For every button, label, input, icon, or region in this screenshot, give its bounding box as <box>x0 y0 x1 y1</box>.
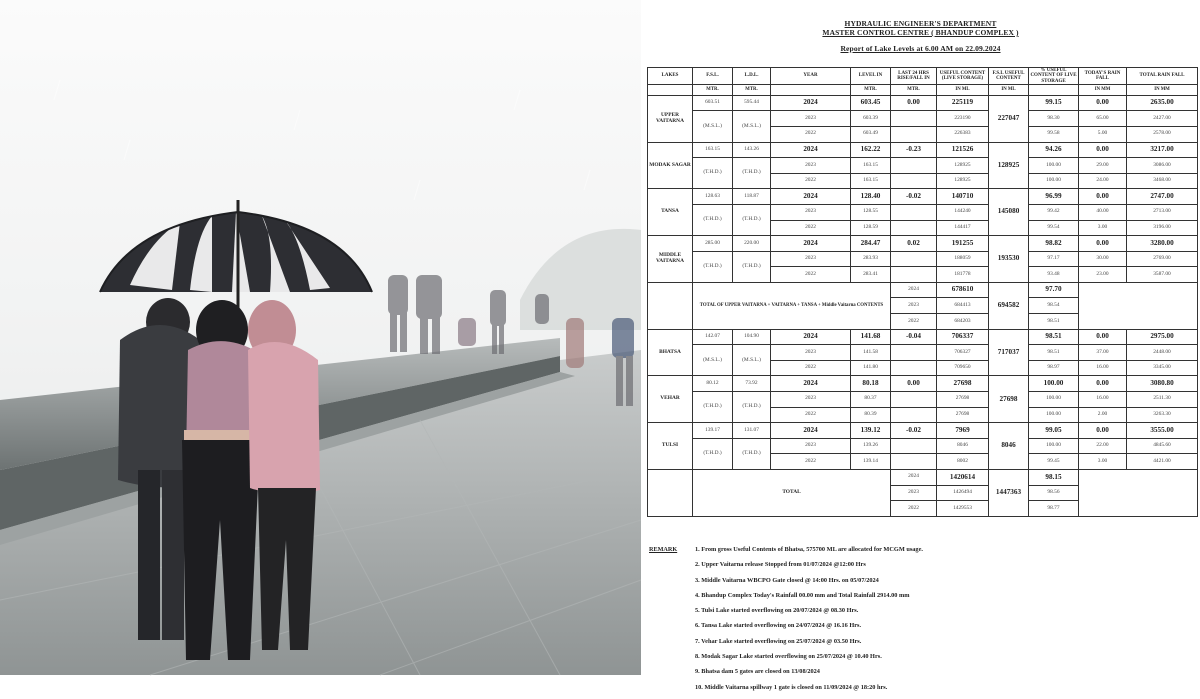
useful-content-cell: 144240 <box>937 204 989 220</box>
subtotal-percent: 98.51 <box>1029 314 1079 330</box>
column-header-useful: USEFUL CONTENT (LIVE STORAGE) <box>937 68 989 85</box>
total-blank <box>648 470 693 517</box>
fsl-useful-cell: 8046 <box>989 423 1029 470</box>
ldl-datum: (T.H.D.) <box>733 204 771 235</box>
ldl-value: 143.26 <box>733 142 771 158</box>
rise-fall-empty <box>891 204 937 220</box>
ldl-datum: (M.S.L.) <box>733 111 771 142</box>
units-cell-total-rain: IN MM <box>1127 84 1198 95</box>
fsl-datum: (M.S.L.) <box>693 345 733 376</box>
ldl-datum: (T.H.D.) <box>733 438 771 469</box>
units-cell-level: MTR. <box>851 84 891 95</box>
percent-cell: 99.58 <box>1029 126 1079 142</box>
today-rainfall-cell: 0.00 <box>1079 95 1127 111</box>
today-rainfall-cell: 24.00 <box>1079 173 1127 189</box>
total-useful: 1420614 <box>937 470 989 486</box>
today-rainfall-cell: 16.00 <box>1079 392 1127 408</box>
useful-content-cell: 709650 <box>937 360 989 376</box>
ldl-value: 73.92 <box>733 376 771 392</box>
subtotal-label: TOTAL OF UPPER VAITARNA + VAITARNA + TANSA + Middle Vaitarna CONTENTS <box>693 282 891 329</box>
ldl-datum: (T.H.D.) <box>733 392 771 423</box>
units-cell-useful: IN ML <box>937 84 989 95</box>
fsl-value: 603.51 <box>693 95 733 111</box>
percent-cell: 98.82 <box>1029 236 1079 252</box>
year-cell: 2024 <box>771 329 851 345</box>
useful-content-cell: 706327 <box>937 345 989 361</box>
percent-cell: 98.97 <box>1029 360 1079 376</box>
today-rainfall-cell: 5.00 <box>1079 126 1127 142</box>
fsl-useful-cell: 145080 <box>989 189 1029 236</box>
lake-row <box>648 392 1198 408</box>
lake-row <box>648 158 1198 174</box>
useful-content-cell: 140710 <box>937 189 989 205</box>
column-header-total-rain: TOTAL RAIN FALL <box>1127 68 1198 85</box>
total-year: 2023 <box>891 485 937 501</box>
level-cell: 80.39 <box>851 407 891 423</box>
total-rainfall-cell: 3345.00 <box>1127 360 1198 376</box>
subtotal-useful: 678610 <box>937 282 989 298</box>
fsl-useful-cell: 193530 <box>989 236 1029 283</box>
remark-item: 7. Vehar Lake started overflowing on 25/07/2024 @ 03.50 Hrs. <box>695 637 862 645</box>
percent-cell: 100.00 <box>1029 438 1079 454</box>
units-cell-year <box>771 84 851 95</box>
lake-row <box>648 236 1198 252</box>
units-cell-pct <box>1029 84 1079 95</box>
percent-cell: 93.48 <box>1029 267 1079 283</box>
total-rainfall-cell: 4845.60 <box>1127 438 1198 454</box>
lake-level-table <box>647 67 1198 517</box>
subtotal-fsl-useful: 694582 <box>989 282 1029 329</box>
fsl-useful-cell: 128925 <box>989 142 1029 189</box>
total-rainfall-cell: 4421.00 <box>1127 454 1198 470</box>
lake-name: VEHAR <box>648 376 693 423</box>
level-cell: 139.12 <box>851 423 891 439</box>
today-rainfall-cell: 29.00 <box>1079 158 1127 174</box>
rise-fall-cell: -0.23 <box>891 142 937 158</box>
year-cell: 2022 <box>771 407 851 423</box>
ldl-value: 118.87 <box>733 189 771 205</box>
rise-fall-cell: 0.00 <box>891 376 937 392</box>
fsl-datum: (T.H.D.) <box>693 438 733 469</box>
rise-fall-empty <box>891 392 937 408</box>
percent-cell: 94.26 <box>1029 142 1079 158</box>
fsl-useful-cell: 227047 <box>989 95 1029 142</box>
total-rainfall-cell: 2511.30 <box>1127 392 1198 408</box>
ldl-value: 220.00 <box>733 236 771 252</box>
fsl-datum: (T.H.D.) <box>693 392 733 423</box>
useful-content-cell: 223190 <box>937 111 989 127</box>
units-cell-fsl-useful: IN ML <box>989 84 1029 95</box>
units-cell-today-rain: IN MM <box>1079 84 1127 95</box>
useful-content-cell: 191255 <box>937 236 989 252</box>
ldl-datum: (M.S.L.) <box>733 345 771 376</box>
rise-fall-empty <box>891 111 937 127</box>
fsl-value: 163.15 <box>693 142 733 158</box>
rise-fall-cell: 0.00 <box>891 95 937 111</box>
rise-fall-empty <box>891 454 937 470</box>
fsl-value: 285.00 <box>693 236 733 252</box>
rise-fall-cell: -0.02 <box>891 423 937 439</box>
ldl-value: 595.44 <box>733 95 771 111</box>
remark-item: 5. Tulsi Lake started overflowing on 20/07/2024 @ 08.30 Hrs. <box>695 607 859 615</box>
year-cell: 2022 <box>771 126 851 142</box>
subtotal-useful: 684203 <box>937 314 989 330</box>
percent-cell: 98.30 <box>1029 111 1079 127</box>
year-cell: 2024 <box>771 423 851 439</box>
year-cell: 2023 <box>771 111 851 127</box>
today-rainfall-cell: 16.00 <box>1079 360 1127 376</box>
total-rainfall-cell: 2747.00 <box>1127 189 1198 205</box>
lake-row <box>648 95 1198 111</box>
year-cell: 2023 <box>771 438 851 454</box>
percent-cell: 99.15 <box>1029 95 1079 111</box>
total-percent: 98.56 <box>1029 485 1079 501</box>
column-header-lakes: LAKES <box>648 68 693 85</box>
remark-item: 10. Middle Vaitarna spillway 1 gate is closed on 11/09/2024 @ 18:20 hrs. <box>695 683 888 691</box>
remark-item: 1. From gross Useful Contents of Bhatsa, 575700 ML are allocated for MCGM usage. <box>695 546 923 553</box>
units-cell-ldl: MTR. <box>733 84 771 95</box>
percent-cell: 99.54 <box>1029 220 1079 236</box>
year-cell: 2023 <box>771 392 851 408</box>
today-rainfall-cell: 3.00 <box>1079 220 1127 236</box>
lake-name: UPPER VAITARNA <box>648 95 693 142</box>
percent-cell: 99.05 <box>1029 423 1079 439</box>
subtotal-blank-rain <box>1079 282 1198 329</box>
lake-row <box>648 204 1198 220</box>
department-heading: HYDRAULIC ENGINEER'S DEPARTMENT <box>844 19 997 28</box>
remarks-label: REMARK <box>649 546 678 553</box>
today-rainfall-cell: 0.00 <box>1079 423 1127 439</box>
useful-content-cell: 181778 <box>937 267 989 283</box>
rise-fall-empty <box>891 220 937 236</box>
lake-row <box>648 376 1198 392</box>
lake-row <box>648 189 1198 205</box>
total-rainfall-cell: 3080.80 <box>1127 376 1198 392</box>
useful-content-cell: 188059 <box>937 251 989 267</box>
units-cell-lakes <box>648 84 693 95</box>
total-rainfall-cell: 3196.00 <box>1127 220 1198 236</box>
total-rainfall-cell: 3217.00 <box>1127 142 1198 158</box>
today-rainfall-cell: 0.00 <box>1079 189 1127 205</box>
fsl-datum: (M.S.L.) <box>693 111 733 142</box>
units-cell-fsl: MTR. <box>693 84 733 95</box>
year-cell: 2023 <box>771 251 851 267</box>
subtotal-percent: 97.70 <box>1029 282 1079 298</box>
rise-fall-empty <box>891 126 937 142</box>
level-cell: 139.26 <box>851 438 891 454</box>
column-header-rise: LAST 24 HRS RISE/FALL IN <box>891 68 937 85</box>
today-rainfall-cell: 0.00 <box>1079 236 1127 252</box>
rise-fall-empty <box>891 438 937 454</box>
year-cell: 2022 <box>771 173 851 189</box>
lake-row <box>648 251 1198 267</box>
percent-cell: 100.00 <box>1029 407 1079 423</box>
percent-cell: 100.00 <box>1029 158 1079 174</box>
total-rainfall-cell: 2427.00 <box>1127 111 1198 127</box>
column-header-fsl-useful: F.S.L USEFUL CONTENT <box>989 68 1029 85</box>
level-cell: 603.49 <box>851 126 891 142</box>
total-useful: 1426494 <box>937 485 989 501</box>
percent-cell: 98.51 <box>1029 329 1079 345</box>
today-rainfall-cell: 37.00 <box>1079 345 1127 361</box>
today-rainfall-cell: 30.00 <box>1079 251 1127 267</box>
percent-cell: 100.00 <box>1029 392 1079 408</box>
rise-fall-cell: -0.02 <box>891 189 937 205</box>
level-cell: 603.39 <box>851 111 891 127</box>
useful-content-cell: 226383 <box>937 126 989 142</box>
total-rainfall-cell: 3086.00 <box>1127 158 1198 174</box>
total-rainfall-cell: 2448.00 <box>1127 345 1198 361</box>
lake-row <box>648 423 1198 439</box>
level-cell: 141.68 <box>851 329 891 345</box>
year-cell: 2023 <box>771 204 851 220</box>
year-cell: 2024 <box>771 236 851 252</box>
lake-row <box>648 142 1198 158</box>
today-rainfall-cell: 3.00 <box>1079 454 1127 470</box>
year-cell: 2024 <box>771 142 851 158</box>
useful-content-cell: 8002 <box>937 454 989 470</box>
remark-item: 2. Upper Vaitarna release Stopped from 01/07/2024 @12:00 Hrs <box>695 561 866 569</box>
subtotal-year: 2024 <box>891 282 937 298</box>
percent-cell: 100.00 <box>1029 173 1079 189</box>
today-rainfall-cell: 65.00 <box>1079 111 1127 127</box>
year-cell: 2024 <box>771 95 851 111</box>
lake-level-report <box>641 0 1200 691</box>
lake-row <box>648 329 1198 345</box>
year-cell: 2023 <box>771 345 851 361</box>
column-header-ldl: L.D.L. <box>733 68 771 85</box>
subtotal-percent: 98.54 <box>1029 298 1079 314</box>
subtotal-useful: 684413 <box>937 298 989 314</box>
ldl-datum: (T.H.D.) <box>733 251 771 282</box>
level-cell: 284.47 <box>851 236 891 252</box>
column-header-year: YEAR <box>771 68 851 85</box>
today-rainfall-cell: 2.00 <box>1079 407 1127 423</box>
total-rainfall-cell: 3263.30 <box>1127 407 1198 423</box>
level-cell: 162.22 <box>851 142 891 158</box>
remark-item: 3. Middle Vaitarna WBCPO Gate closed @ 14:00 Hrs. on 05/07/2024 <box>695 576 879 584</box>
column-header-today-rain: TODAY'S RAIN FALL <box>1079 68 1127 85</box>
column-header-fsl: F.S.L. <box>693 68 733 85</box>
useful-content-cell: 8046 <box>937 438 989 454</box>
remark-item: 4. Bhandup Complex Today's Rainfall 00.00 mm and Total Rainfall 2914.00 mm <box>695 591 910 599</box>
fsl-value: 80.12 <box>693 376 733 392</box>
level-cell: 141.80 <box>851 360 891 376</box>
useful-content-cell: 128925 <box>937 158 989 174</box>
useful-content-cell: 121526 <box>937 142 989 158</box>
subtotal-year: 2023 <box>891 298 937 314</box>
level-cell: 283.93 <box>851 251 891 267</box>
total-rainfall-cell: 2635.00 <box>1127 95 1198 111</box>
total-useful: 1429553 <box>937 501 989 517</box>
centre-heading: MASTER CONTROL CENTRE ( BHANDUP COMPLEX ) <box>822 28 1019 37</box>
total-label: TOTAL <box>693 470 891 517</box>
report-title: Report of Lake Levels at 6.00 AM on 22.09.2024 <box>840 44 1001 53</box>
total-year: 2024 <box>891 470 937 486</box>
header-row <box>648 68 1198 85</box>
column-header-pct: % USEFUL CONTENT OF LIVE STORAGE <box>1030 68 1077 84</box>
useful-content-cell: 706337 <box>937 329 989 345</box>
rise-fall-empty <box>891 173 937 189</box>
rise-fall-empty <box>891 158 937 174</box>
today-rainfall-cell: 0.00 <box>1079 329 1127 345</box>
remark-item: 9. Bhatsa dam 5 gates are closed on 13/08/2024 <box>695 668 820 676</box>
level-cell: 283.41 <box>851 267 891 283</box>
remarks-list <box>695 546 923 699</box>
rise-fall-cell: 0.02 <box>891 236 937 252</box>
total-rainfall-cell: 2975.00 <box>1127 329 1198 345</box>
total-year: 2022 <box>891 501 937 517</box>
year-cell: 2024 <box>771 376 851 392</box>
level-cell: 128.40 <box>851 189 891 205</box>
total-rainfall-cell: 2578.00 <box>1127 126 1198 142</box>
total-percent: 98.15 <box>1029 470 1079 486</box>
useful-content-cell: 27698 <box>937 376 989 392</box>
level-cell: 163.15 <box>851 173 891 189</box>
lake-name: BHATSA <box>648 329 693 376</box>
remark-item: 8. Modak Sagar Lake started overflowing on 25/07/2024 @ 10.40 Hrs. <box>695 653 882 661</box>
total-rainfall-cell: 3280.00 <box>1127 236 1198 252</box>
total-fsl-useful: 1447363 <box>989 470 1029 517</box>
fsl-datum: (T.H.D.) <box>693 158 733 189</box>
units-cell-rise: MTR. <box>891 84 937 95</box>
subtotal-row <box>648 282 1198 298</box>
today-rainfall-cell: 0.00 <box>1079 376 1127 392</box>
level-cell: 141.58 <box>851 345 891 361</box>
useful-content-cell: 27698 <box>937 392 989 408</box>
remark-item: 6. Tansa Lake started overflowing on 24/07/2024 @ 16.16 Hrs. <box>695 622 862 630</box>
lake-row <box>648 345 1198 361</box>
lake-name: MODAK SAGAR <box>648 142 693 189</box>
level-cell: 128.59 <box>851 220 891 236</box>
total-percent: 98.77 <box>1029 501 1079 517</box>
level-cell: 139.14 <box>851 454 891 470</box>
fsl-value: 128.63 <box>693 189 733 205</box>
ldl-value: 131.07 <box>733 423 771 439</box>
ldl-datum: (T.H.D.) <box>733 158 771 189</box>
total-blank-rain <box>1079 470 1198 517</box>
percent-cell: 100.00 <box>1029 376 1079 392</box>
fsl-useful-cell: 27698 <box>989 376 1029 423</box>
year-cell: 2022 <box>771 360 851 376</box>
year-cell: 2024 <box>771 189 851 205</box>
lake-name: MIDDLE VAITARNA <box>648 236 693 283</box>
useful-content-cell: 128925 <box>937 173 989 189</box>
percent-cell: 99.42 <box>1029 204 1079 220</box>
total-rainfall-cell: 2769.00 <box>1127 251 1198 267</box>
units-row <box>648 84 1198 95</box>
rise-fall-empty <box>891 360 937 376</box>
subtotal-year: 2022 <box>891 314 937 330</box>
rise-fall-cell: -0.04 <box>891 329 937 345</box>
fsl-useful-cell: 717037 <box>989 329 1029 376</box>
lake-row <box>648 111 1198 127</box>
percent-cell: 99.45 <box>1029 454 1079 470</box>
fsl-datum: (T.H.D.) <box>693 204 733 235</box>
total-rainfall-cell: 3587.00 <box>1127 267 1198 283</box>
total-rainfall-cell: 2713.00 <box>1127 204 1198 220</box>
useful-content-cell: 225119 <box>937 95 989 111</box>
fsl-value: 142.07 <box>693 329 733 345</box>
rise-fall-empty <box>891 407 937 423</box>
total-rainfall-cell: 3555.00 <box>1127 423 1198 439</box>
ldl-value: 104.90 <box>733 329 771 345</box>
lake-row <box>648 438 1198 454</box>
rise-fall-empty <box>891 267 937 283</box>
year-cell: 2022 <box>771 220 851 236</box>
today-rainfall-cell: 23.00 <box>1079 267 1127 283</box>
lake-name: TANSA <box>648 189 693 236</box>
level-cell: 128.55 <box>851 204 891 220</box>
subtotal-blank <box>648 282 693 329</box>
column-header-level: LEVEL IN <box>851 68 891 85</box>
year-cell: 2022 <box>771 267 851 283</box>
rise-fall-empty <box>891 345 937 361</box>
today-rainfall-cell: 0.00 <box>1079 142 1127 158</box>
total-row <box>648 470 1198 486</box>
level-cell: 603.45 <box>851 95 891 111</box>
lake-name: TULSI <box>648 423 693 470</box>
fsl-datum: (T.H.D.) <box>693 251 733 282</box>
useful-content-cell: 27698 <box>937 407 989 423</box>
level-cell: 163.15 <box>851 158 891 174</box>
useful-content-cell: 7969 <box>937 423 989 439</box>
rise-fall-empty <box>891 251 937 267</box>
year-cell: 2022 <box>771 454 851 470</box>
fsl-value: 139.17 <box>693 423 733 439</box>
today-rainfall-cell: 40.00 <box>1079 204 1127 220</box>
level-cell: 80.37 <box>851 392 891 408</box>
percent-cell: 96.99 <box>1029 189 1079 205</box>
year-cell: 2023 <box>771 158 851 174</box>
today-rainfall-cell: 22.00 <box>1079 438 1127 454</box>
total-rainfall-cell: 3468.00 <box>1127 173 1198 189</box>
percent-cell: 97.17 <box>1029 251 1079 267</box>
percent-cell: 98.51 <box>1029 345 1079 361</box>
level-cell: 80.18 <box>851 376 891 392</box>
useful-content-cell: 144417 <box>937 220 989 236</box>
